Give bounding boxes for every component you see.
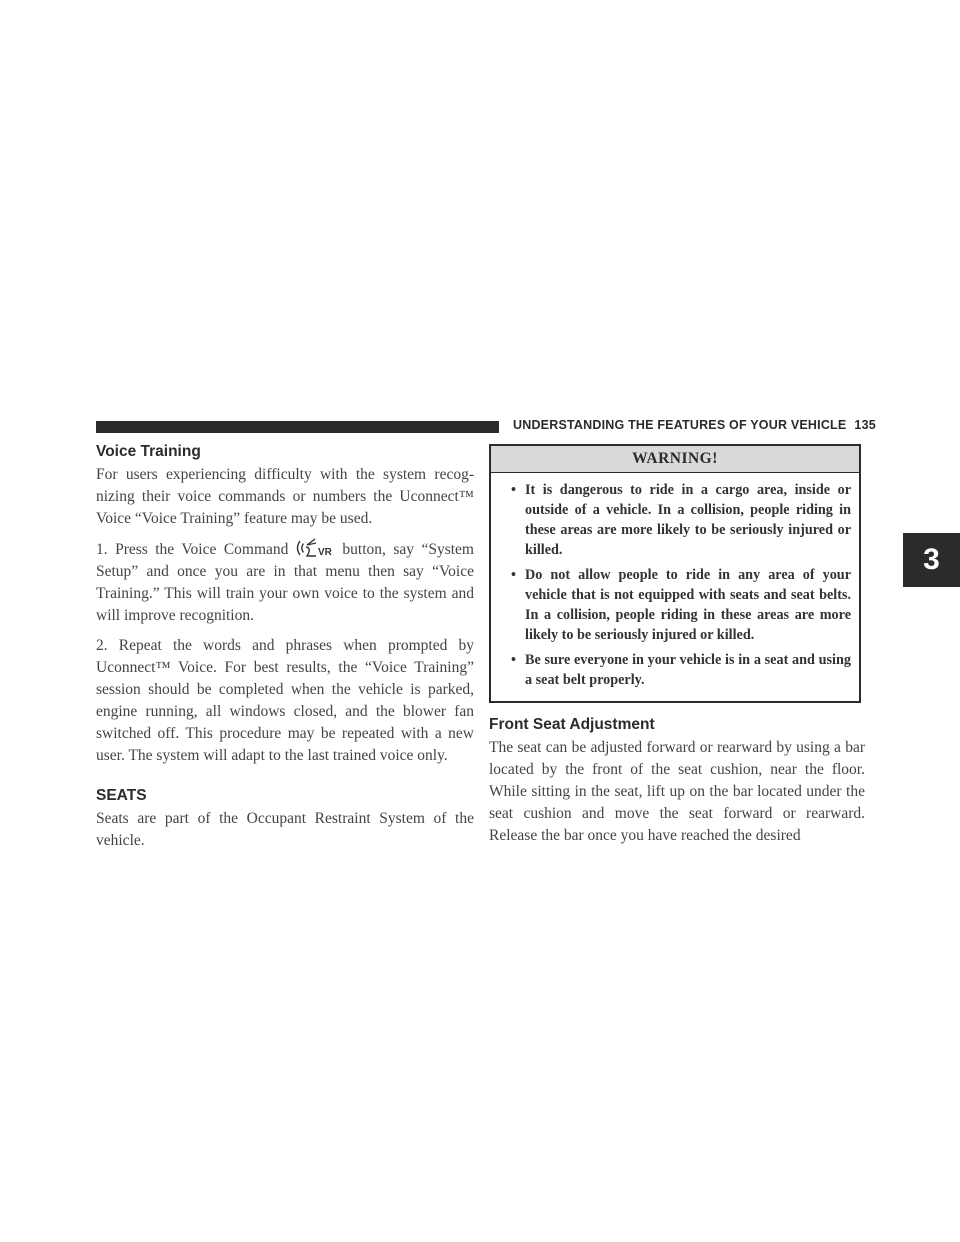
page-number: 135 [854,418,876,432]
voice-training-step-1 [96,538,474,627]
left-column [96,442,474,852]
header-title: UNDERSTANDING THE FEATURES OF YOUR VEHICLE [513,418,847,432]
seats-text: Seats are part of the Occupant Restraint System of the vehicle. [96,810,474,849]
voice-training-step-2: 2. Repeat the words and phrases when prompted by Uconnect™ Voice. For best results, the “Voice Training” session should be completed when the vehicle is parked, engine running, all windows closed, and the blower fan switched off. This procedure may be repeated with a new user. The system will adapt to the last trained voice only. [96,637,474,764]
step1-before: 1. Press the Voice Command [96,541,289,558]
right-column [489,444,865,847]
seats-heading: SEATS [96,787,147,804]
warning-box [489,444,861,703]
warning-item: • Do not allow people to ride in any area of your vehicle that is not equipped with seats and seat belts. In a collision, people riding in these areas are more likely to be seriously injured or killed. [511,565,851,645]
step1-after: button, say “System Setup” and once you are in that menu then say “Voice Training.” This will train your own voice to the system and will improve recognition. [96,541,474,624]
voice-training-heading: Voice Training [96,443,201,460]
warning-item: • Be sure everyone in your vehicle is in a seat and using a seat belt properly. [511,650,851,690]
svg-text:VR: VR [318,547,333,558]
voice-command-icon [294,538,338,558]
warning-list [491,473,859,701]
warning-item: • It is dangerous to ride in a cargo area, inside or outside of a vehicle. In a collision, people riding in these areas are more likely to be seriously injured or killed. [511,480,851,560]
voice-training-intro: For users experiencing difficulty with the system recog-nizing their voice commands or numbers the Uconnect™ Voice “Voice Training” feature may be used. [96,466,474,527]
chapter-tab: 3 [903,533,960,587]
warning-title: WARNING! [491,446,859,473]
front-seat-text: The seat can be adjusted forward or rearward by using a bar located by the front of the seat cushion, near the floor. While sitting in the seat, lift up on the bar located under the seat cushion and move the seat forward or rearward. Release the bar once you have reached the desired [489,739,865,844]
front-seat-heading: Front Seat Adjustment [489,716,655,733]
header-rule [96,421,499,433]
running-header [513,418,876,432]
